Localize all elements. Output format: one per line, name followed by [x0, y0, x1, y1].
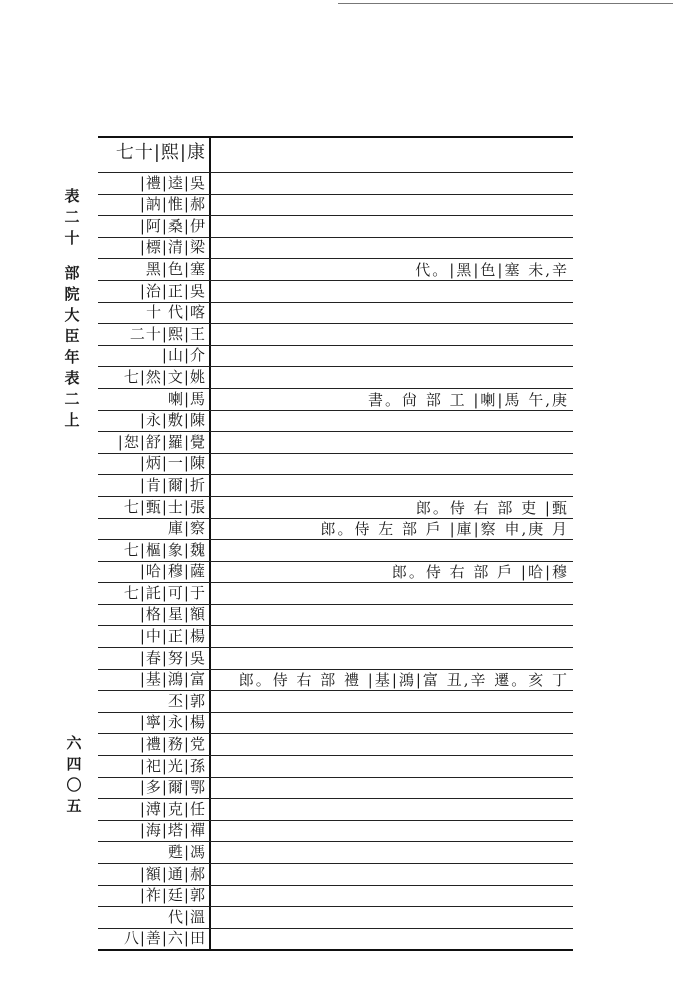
official-name-cell: 十 代|喀: [146, 303, 206, 322]
appointment-record-cell: [214, 432, 569, 454]
appointment-record-cell: [214, 367, 569, 389]
official-name-cell: |中|正|楊: [139, 627, 206, 646]
official-name-cell: 七|樞|象|魏: [123, 540, 206, 559]
column-divider: [209, 238, 211, 259]
official-name-cell: |祚|廷|郭: [139, 886, 206, 905]
appointment-record-cell: [214, 346, 569, 368]
column-divider: [209, 475, 211, 496]
appointment-record-cell: [214, 238, 569, 260]
appointment-record-cell: [214, 691, 569, 713]
official-name-cell: |額|通|郝: [139, 864, 206, 883]
margin-title-char: 上: [64, 411, 80, 429]
table-row: [98, 864, 573, 886]
table-row: [98, 540, 573, 562]
official-name-cell: |治|正|吳: [139, 281, 206, 300]
appointment-record-cell: [214, 583, 569, 605]
official-name-cell: |祀|光|孫: [139, 756, 206, 775]
column-divider: [209, 648, 211, 669]
column-divider: [209, 173, 211, 194]
page-number: [64, 733, 84, 817]
official-name-cell: 丕|郭: [167, 691, 206, 710]
appointment-record-cell: 郎。侍 左 部 戶 |庫|察 申,庚 月: [320, 520, 569, 539]
margin-title-char: 臣: [64, 327, 80, 345]
column-divider: [209, 842, 211, 863]
appointment-record-cell: 代。|黑|色|塞 未,辛: [415, 260, 569, 279]
official-name-cell: |永|敷|陳: [139, 411, 206, 430]
appointment-record-cell: [214, 411, 569, 433]
column-divider: [209, 497, 211, 518]
appointment-record-cell: [214, 756, 569, 778]
table-row: [98, 583, 573, 605]
table-row: [98, 454, 573, 476]
column-divider: [209, 454, 211, 475]
official-name-cell: 甦|馮: [167, 843, 206, 861]
appointment-record-cell: [214, 281, 569, 303]
table-row: [98, 821, 573, 843]
column-divider: [209, 670, 211, 691]
official-name-cell: |溥|克|任: [139, 799, 206, 818]
column-divider: [209, 929, 211, 950]
margin-title-char: 部: [64, 264, 80, 282]
table-row: [98, 411, 573, 433]
column-divider: [209, 281, 211, 302]
table-row: [98, 259, 573, 281]
column-divider: [209, 713, 211, 734]
official-name-cell: |禮|務|党: [139, 735, 206, 754]
appointment-record-cell: [214, 303, 569, 325]
table-row: [98, 136, 573, 173]
official-name-cell: |山|介: [161, 346, 206, 365]
column-divider: [209, 195, 211, 216]
appointment-record-cell: [214, 886, 569, 908]
column-divider: [209, 346, 211, 367]
margin-title-char: 表: [64, 369, 80, 387]
column-divider: [209, 583, 211, 604]
official-name-cell: |春|努|吳: [139, 648, 206, 667]
table-row: [98, 562, 573, 584]
appointment-record-cell: [214, 907, 569, 929]
official-name-cell: |基|鴻|富: [139, 670, 206, 689]
column-divider: [209, 605, 211, 626]
appointment-record-cell: 郎。侍 右 部 吏 |甄: [415, 498, 569, 517]
table-row: [98, 778, 573, 800]
appointment-record-cell: [214, 216, 569, 238]
official-name-cell: 八|善|六|田: [123, 929, 206, 948]
appointment-record-cell: [214, 778, 569, 800]
appointment-record-cell: [214, 173, 569, 195]
column-divider: [209, 778, 211, 799]
appointment-record-cell: [214, 605, 569, 627]
margin-title-char: 院: [64, 285, 80, 303]
column-divider: [209, 734, 211, 755]
column-divider: [209, 864, 211, 885]
official-name-cell: |海|塔|禪: [139, 821, 206, 840]
margin-title-char: 大: [64, 306, 80, 324]
appointment-record-cell: 郎。侍 右 部 戶 |哈|穆: [391, 563, 569, 582]
column-divider: [209, 216, 211, 237]
appointment-record-cell: [214, 136, 569, 173]
table-row: [98, 929, 573, 952]
table-row: [98, 238, 573, 260]
appointment-record-cell: [214, 799, 569, 821]
official-name-cell: 七|甄|士|張: [123, 497, 206, 516]
margin-title-char: 年: [64, 348, 80, 366]
table-row: [98, 734, 573, 756]
table-row: [98, 367, 573, 389]
official-name-cell: 七十|熙|康: [115, 142, 206, 163]
column-divider: [209, 259, 211, 280]
official-name-cell: |標|清|梁: [139, 238, 206, 257]
table-row: [98, 346, 573, 368]
table-row: [98, 173, 573, 195]
appointment-record-cell: [214, 648, 569, 670]
appointment-record-cell: [214, 734, 569, 756]
table-row: [98, 907, 573, 929]
official-name-cell: |哈|穆|薩: [139, 562, 206, 581]
margin-title-char: 二: [64, 208, 80, 226]
table-row: [98, 475, 573, 497]
column-divider: [209, 756, 211, 777]
table-row: [98, 281, 573, 303]
column-divider: [209, 691, 211, 712]
margin-title-char: 表: [64, 187, 80, 205]
official-name-cell: |炳|一|陳: [139, 454, 206, 473]
table-row: [98, 799, 573, 821]
appointment-record-cell: 書。尙 部 工 |喇|馬 午,庚: [368, 390, 569, 409]
table-row: [98, 605, 573, 627]
column-divider: [209, 389, 211, 410]
table-row: [98, 519, 573, 541]
appointment-record-cell: [214, 713, 569, 735]
column-divider: [209, 136, 211, 172]
column-divider: [209, 303, 211, 324]
column-divider: [209, 562, 211, 583]
official-name-cell: |多|爾|鄂: [139, 778, 206, 797]
column-divider: [209, 626, 211, 647]
table-row: [98, 691, 573, 713]
appointment-record-cell: [214, 929, 569, 951]
page-number-char: 四: [66, 755, 82, 773]
column-divider: [209, 821, 211, 842]
appointment-record-cell: [214, 842, 569, 864]
column-divider: [209, 367, 211, 388]
official-name-cell: |恕|舒|羅|覺: [117, 432, 206, 451]
margin-gap: [62, 249, 82, 263]
column-divider: [209, 411, 211, 432]
column-divider: [209, 324, 211, 345]
official-name-cell: 代|溫: [167, 907, 206, 926]
margin-title-char: 十: [64, 229, 80, 247]
appointment-record-cell: 郎。侍 右 部 禮 |基|鴻|富 丑,辛 遷。亥 丁: [238, 671, 569, 690]
table-row: [98, 648, 573, 670]
appointment-record-cell: [214, 475, 569, 497]
table-row: [98, 842, 573, 864]
official-name-cell: 喇|馬: [167, 389, 206, 408]
table-row: [98, 713, 573, 735]
official-name-cell: 黑|色|塞: [145, 259, 206, 278]
margin-title-char: 二: [64, 390, 80, 408]
official-name-cell: 七|然|文|姚: [123, 367, 206, 386]
page-number-char: 五: [66, 797, 82, 815]
column-divider: [209, 886, 211, 907]
appointment-record-cell: [214, 454, 569, 476]
official-name-cell: |禮|逵|吳: [139, 173, 206, 192]
table-row: [98, 626, 573, 648]
appointment-record-cell: [214, 864, 569, 886]
column-divider: [209, 540, 211, 561]
appointment-record-cell: [214, 626, 569, 648]
official-name-cell: |阿|桑|伊: [139, 216, 206, 235]
official-name-cell: |肯|爾|折: [139, 475, 206, 494]
top-rule: [338, 3, 673, 4]
column-divider: [209, 799, 211, 820]
table-row: [98, 886, 573, 908]
table-row: [98, 497, 573, 519]
appointment-record-cell: [214, 821, 569, 843]
table-row: [98, 389, 573, 411]
appointment-record-cell: [214, 195, 569, 217]
appointment-record-cell: [214, 324, 569, 346]
official-name-cell: 庫|察: [167, 519, 206, 538]
official-name-cell: |訥|惟|郝: [139, 195, 206, 214]
appointment-record-cell: [214, 540, 569, 562]
table-row: [98, 670, 573, 692]
table-row: [98, 756, 573, 778]
official-name-cell: |格|星|額: [139, 605, 206, 624]
column-divider: [209, 432, 211, 453]
margin-title: [62, 186, 82, 431]
column-divider: [209, 907, 211, 928]
table-row: [98, 216, 573, 238]
minister-table: [98, 136, 573, 951]
table-row: [98, 324, 573, 346]
official-name-cell: 二十|熙|王: [129, 324, 206, 343]
page-number-char: 六: [66, 734, 82, 752]
table-row: [98, 303, 573, 325]
page-number-char: 〇: [66, 776, 82, 794]
column-divider: [209, 519, 211, 540]
official-name-cell: |寧|永|楊: [139, 713, 206, 732]
table-row: [98, 432, 573, 454]
official-name-cell: 七|託|可|于: [123, 583, 206, 602]
table-row: [98, 195, 573, 217]
